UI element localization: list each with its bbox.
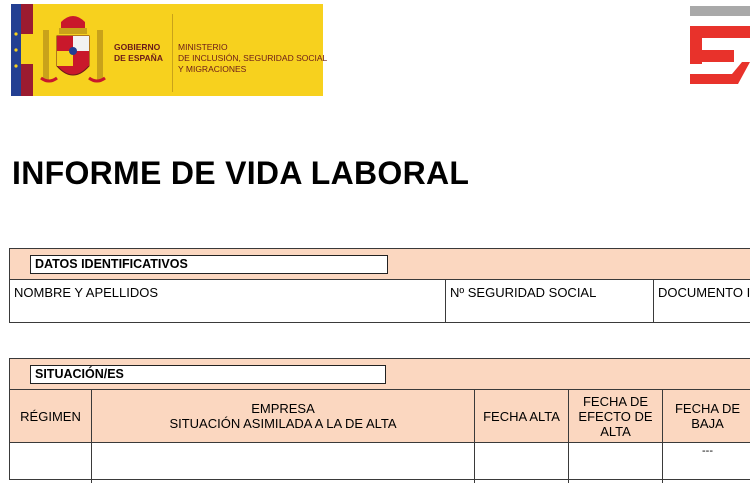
logo-divider [172, 14, 173, 92]
cell-empresa [92, 443, 475, 483]
field-documento: DOCUMENTO I [658, 285, 750, 300]
section-title: DATOS IDENTIFICATIVOS [30, 255, 388, 274]
columns-header [10, 390, 750, 443]
field-nombre: NOMBRE Y APELLIDOS [10, 280, 446, 322]
flag-strip [11, 4, 33, 96]
cell-fecha-alta [475, 443, 569, 483]
cell-fecha-baja: --- [663, 443, 750, 483]
table-row [10, 443, 750, 483]
section-title: SITUACIÓN/ES [30, 365, 386, 384]
situaciones-section [9, 358, 750, 480]
ministry-label: MINISTERIO DE INCLUSIÓN, SEGURIDAD SOCIAL Y MIGRACIONES [178, 42, 328, 74]
col-empresa-line1: EMPRESA [251, 401, 315, 416]
cell-regimen [10, 443, 92, 483]
seguridad-social-logo-icon [688, 4, 750, 86]
col-fecha-efecto-alta: FECHA DE EFECTO DE ALTA [569, 390, 663, 442]
id-row [10, 280, 750, 322]
col-fecha-baja: FECHA DE BAJA [663, 390, 750, 442]
coat-of-arms-icon [39, 8, 107, 92]
col-regimen: RÉGIMEN [10, 390, 92, 442]
field-nss: Nº SEGURIDAD SOCIAL [446, 280, 654, 322]
datos-identificativos-section [9, 248, 750, 323]
section-header [10, 359, 750, 390]
col-fecha-alta: FECHA ALTA [475, 390, 569, 442]
gobierno-label: GOBIERNO DE ESPAÑA [114, 42, 163, 63]
document-title: INFORME DE VIDA LABORAL [12, 155, 470, 191]
eu-flag-icon [11, 4, 33, 96]
cell-fecha-efecto [569, 443, 663, 483]
col-empresa-line2: SITUACIÓN ASIMILADA A LA DE ALTA [169, 416, 397, 431]
col-empresa [92, 390, 475, 442]
section-header [10, 249, 750, 280]
gobierno-logo [11, 4, 328, 96]
